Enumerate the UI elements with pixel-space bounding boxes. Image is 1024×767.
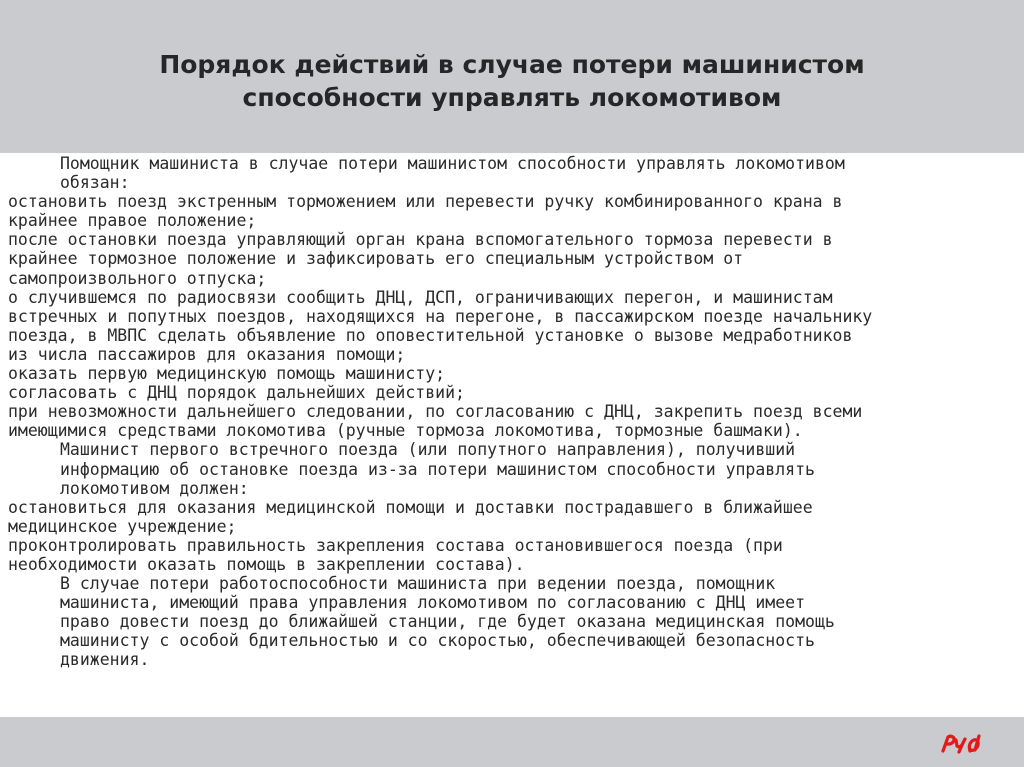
body-line: после остановки поезда управляющий орган крана вспомогательного тормоза перевести в: [8, 230, 833, 250]
body-line: согласовать с ДНЦ порядок дальнейших действий;: [8, 383, 465, 403]
body-line: движения.: [60, 650, 150, 670]
slide-title-line-2: способности управлять локомотивом: [242, 83, 782, 112]
body-line: машинисту с особой бдительностью и со скоростью, обеспечивающей безопасность: [60, 631, 815, 651]
body-line: остановиться для оказания медицинской помощи и доставки пострадавшего в ближайшее: [8, 497, 813, 517]
body-line: право довести поезд до ближайшей станции, где будет оказана медицинская помощь: [60, 612, 835, 632]
body-line: о случившемся по радиосвязи сообщить ДНЦ, ДСП, ограничивающих перегон, и машинистам: [8, 287, 833, 307]
body-line: обязан:: [60, 173, 130, 193]
body-line: проконтролировать правильность закрепления состава остановившегося поезда (при: [8, 535, 783, 555]
slide-body: [8, 154, 1008, 670]
body-line: необходимости оказать помощь в закреплении состава).: [8, 554, 525, 574]
body-line: В случае потери работоспособности машиниста при ведении поезда, помощник: [60, 574, 776, 594]
body-line: информацию об остановке поезда из-за потери машинистом способности управлять: [60, 459, 815, 479]
body-line: Машинист первого встречного поезда (или попутного направления), получивший: [60, 440, 796, 460]
body-line: медицинское учреждение;: [8, 516, 237, 536]
body-line: самопроизвольного отпуска;: [8, 268, 267, 288]
body-line: встречных и попутных поездов, находящихся на перегоне, в пассажирском поезде начальнику: [8, 306, 873, 326]
body-line: поезда, в МВПС сделать объявление по оповестительной установке о вызове медработников: [8, 325, 853, 345]
slide-title-line-1: Порядок действий в случае потери машинистом: [159, 50, 865, 79]
body-line: из числа пассажиров для оказания помощи;: [8, 344, 406, 364]
footer-band: [0, 717, 1024, 767]
body-line: оказать первую медицинскую помощь машинисту;: [8, 364, 446, 384]
body-line: машиниста, имеющий права управления локомотивом по согласованию с ДНЦ имеет: [60, 593, 806, 613]
body-line: локомотивом должен:: [60, 478, 249, 498]
rzd-logo-icon: [940, 732, 986, 754]
body-line: при невозможности дальнейшего следовании, по согласованию с ДНЦ, закрепить поезд всеми: [8, 402, 863, 422]
slide-title: [0, 48, 1024, 114]
body-line: крайнее тормозное положение и зафиксировать его специальным устройством от: [8, 249, 744, 269]
body-line: имеющимися средствами локомотива (ручные тормоза локомотива, тормозные башмаки).: [8, 421, 803, 441]
body-line: остановить поезд экстренным торможением или перевести ручку комбинированного крана в: [8, 192, 843, 212]
body-line: крайнее правое положение;: [8, 211, 257, 231]
body-line: Помощник машиниста в случае потери машинистом способности управлять локомотивом: [60, 154, 845, 173]
